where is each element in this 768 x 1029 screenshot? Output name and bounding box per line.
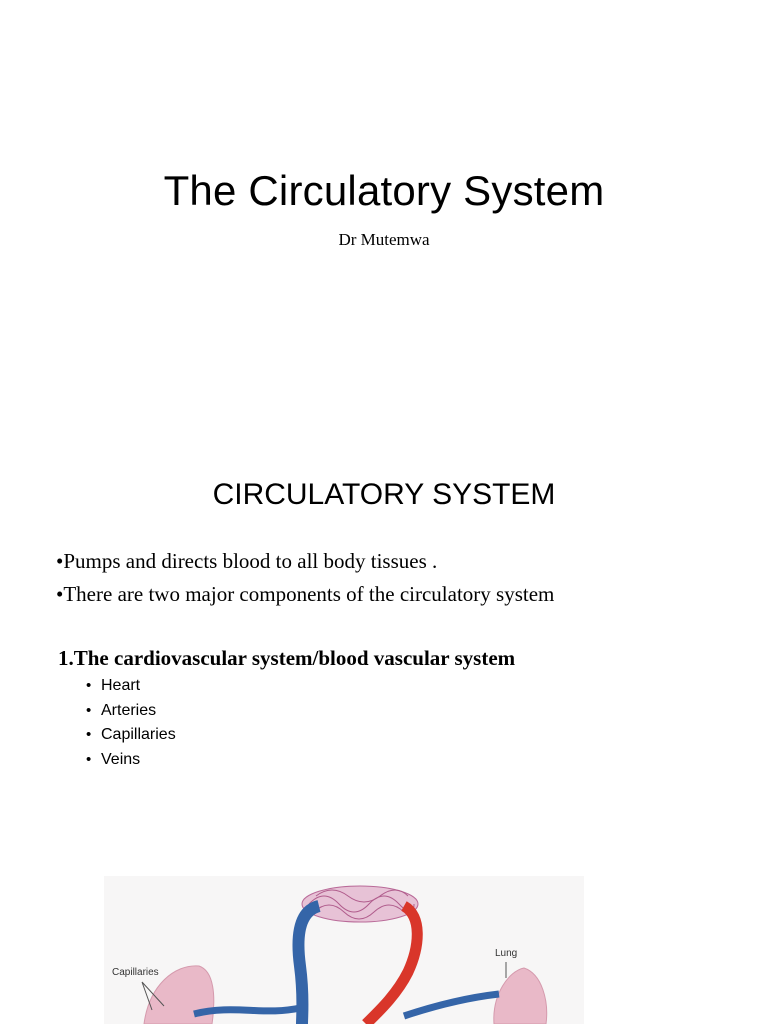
vein-vessel: [298, 906, 319, 1024]
list-item-text: Capillaries: [101, 726, 176, 744]
lung-lobe: [494, 968, 547, 1024]
list-item: [86, 699, 176, 724]
list-item-text: Arteries: [101, 701, 157, 719]
capillaries-label: Capillaries: [112, 967, 159, 978]
list-item: [86, 723, 176, 748]
cardiovascular-heading: 1.The cardiovascular system/blood vascular system: [58, 646, 516, 670]
page-title: The Circulatory System: [163, 167, 605, 214]
list-item: [86, 674, 176, 699]
components-list: [86, 674, 176, 772]
vessel-right: [404, 994, 499, 1016]
vessel-left: [194, 1008, 300, 1014]
section-heading: CIRCULATORY SYSTEM: [212, 478, 556, 511]
bullet-icon: •: [86, 750, 92, 768]
author-subtitle: Dr Mutemwa: [338, 230, 430, 249]
paragraph-2: •There are two major components of the circulatory system: [56, 582, 555, 606]
artery-vessel: [366, 906, 417, 1024]
bullet-icon: •: [86, 726, 92, 744]
list-item: [86, 748, 176, 773]
list-item-text: Heart: [101, 677, 141, 694]
paragraph-1: •Pumps and directs blood to all body tissues .: [56, 549, 438, 573]
circulation-illustration: [104, 876, 584, 1024]
bullet-icon: •: [86, 701, 92, 719]
list-item-text: Veins: [101, 750, 141, 768]
lung-label: Lung: [495, 948, 518, 959]
bullet-icon: •: [86, 677, 92, 694]
